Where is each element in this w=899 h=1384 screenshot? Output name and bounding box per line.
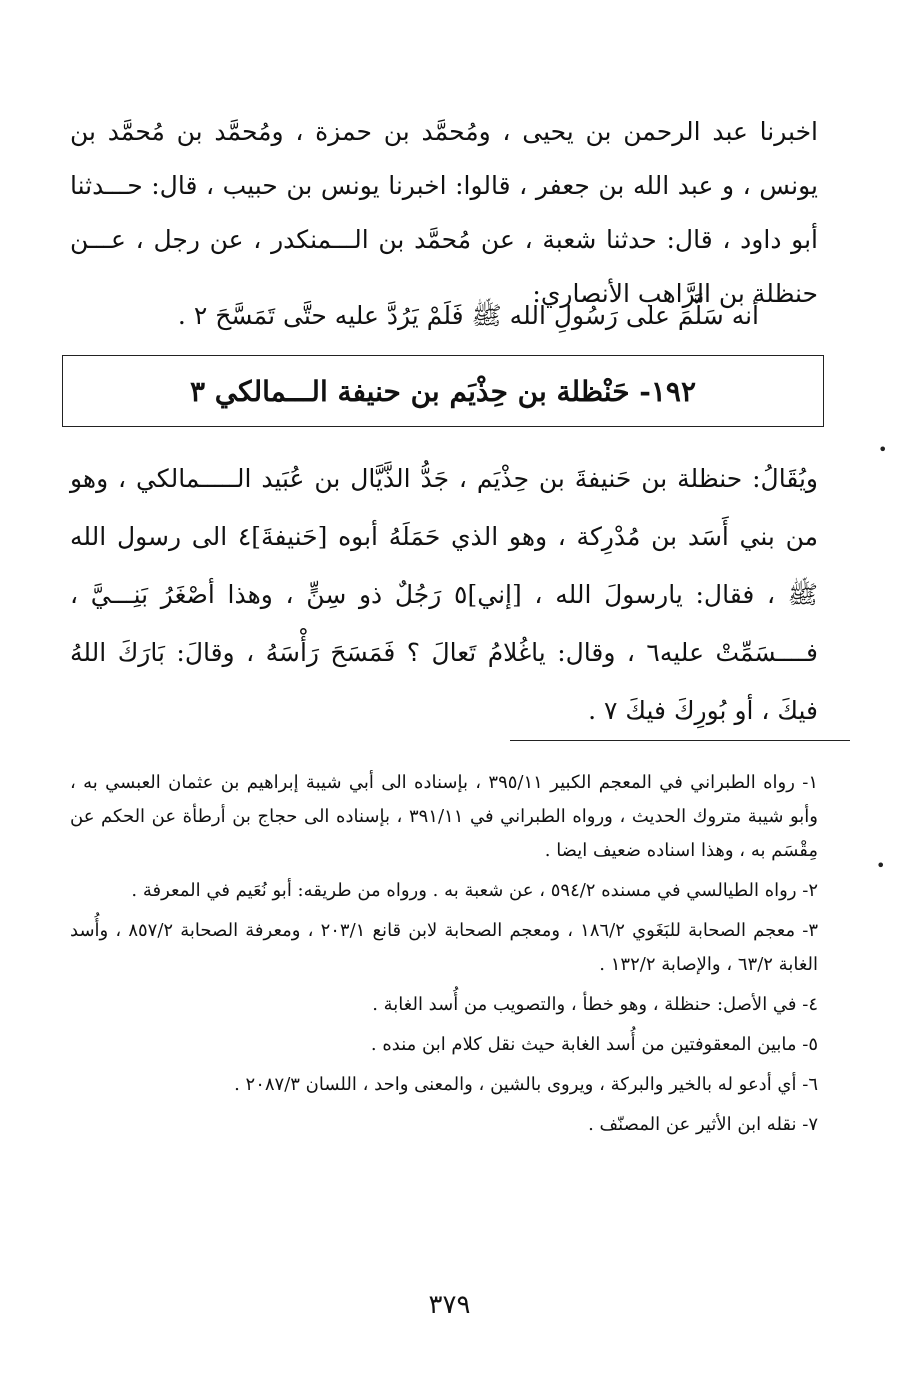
footnote-divider: [510, 740, 850, 741]
margin-dot: •: [876, 856, 886, 875]
footnote-3: ٣- معجم الصحابة للبَغَوي ١٨٦/٢ ، ومعجم الصحابة لابن قانع ٢٠٣/١ ، ومعرفة الصحابة ٨٥٧/٢ ، وأُسد الغابة ٦٣/٢ ، والإصابة ١٣٢/٢ .: [70, 920, 819, 975]
footnote-2: ٢- رواه الطيالسي في مسنده ٥٩٤/٢ ، عن شعبة به . ورواه من طريقه: أبو نُعَيم في المعرفة .: [131, 880, 818, 901]
footnote-6: ٦- أي أدعو له بالخير والبركة ، ويروى بالشين ، والمعنى واحد ، اللسان ٢٠٨٧/٣ .: [234, 1074, 818, 1095]
footnote-5: ٥- مابين المعقوفتين من أُسد الغابة حيث نقل كلام ابن منده .: [370, 1034, 818, 1055]
section-heading: ١٩٢- حَنْظلة بن حِذْيَم بن حنيفة الـــمالكي ٣: [189, 374, 697, 408]
footnote-7: ٧- نقله ابن الأثير عن المصنّف .: [588, 1114, 818, 1135]
margin-dot: •: [878, 440, 888, 459]
section-heading-box: [62, 355, 824, 427]
paragraph-isnad: اخبرنا عبد الرحمن بن يحيى ، ومُحمَّد بن حمزة ، ومُحمَّد بن مُحمَّد بن يونس ، و عبد الله بن جعفر ، قالوا: اخبرنا يونس بن حبيب ، قال: حـــدثنا أبو داود ، قال: حدثنا شعبة ، عن مُحمَّد بن الـــمنكدر ، عن رجل ، عـــن حنظلة بن الرَّاهب الأنصاري:: [70, 117, 818, 308]
paragraph-biography: ويُقَالُ: حنظلة بن حَنيفةَ بن حِذْيَم ، جَدُّ الذَّيَّال بن عُبَيد الـــــمالكي ، وهو من بني أَسَد بن مُدْرِكة ، وهو الذي حَمَلَهُ أبوه [حَنيفةَ]٤ الى رسول الله ﷺ ، فقال: يارسولَ الله ، [إني]٥ رَجُلٌ ذو سِنٍّ ، وهذا أصْغَرُ بَنِـــيَّ ، فــــسَمِّتْ عليه٦ ، وقال: ياغُلامُ تَعالَ ؟ فَمَسَحَ رَأْسَهُ ، وقالَ: بَارَكَ اللهُ فيكَ ، أو بُورِكَ فيكَ ٧ .: [70, 464, 818, 725]
hadith-quote: أنه سَلَّمَ على رَسُولِ الله ﷺ فَلَمْ يَرُدَّ عليه حتَّى تَمَسَّحَ ٢ .: [177, 301, 759, 330]
footnote-4: ٤- في الأصل: حنظلة ، وهو خطأ ، والتصويب من أُسد الغابة .: [372, 994, 818, 1015]
page-number: ٣٧٩: [428, 1290, 471, 1320]
footnote-1: ١- رواه الطبراني في المعجم الكبير ٣٩٥/١١ ، بإسناده الى أبي شيبة إبراهيم بن عثمان العبسي به ، وأبو شيبة متروك الحديث ، ورواه الطبراني في ٣٩١/١١ ، بإسناده الى حجاج بن أرطأة عن الحكم عن مِقْسَم به ، وهذا اسناده ضعيف ايضا .: [70, 772, 818, 861]
footnotes: [70, 766, 818, 1142]
